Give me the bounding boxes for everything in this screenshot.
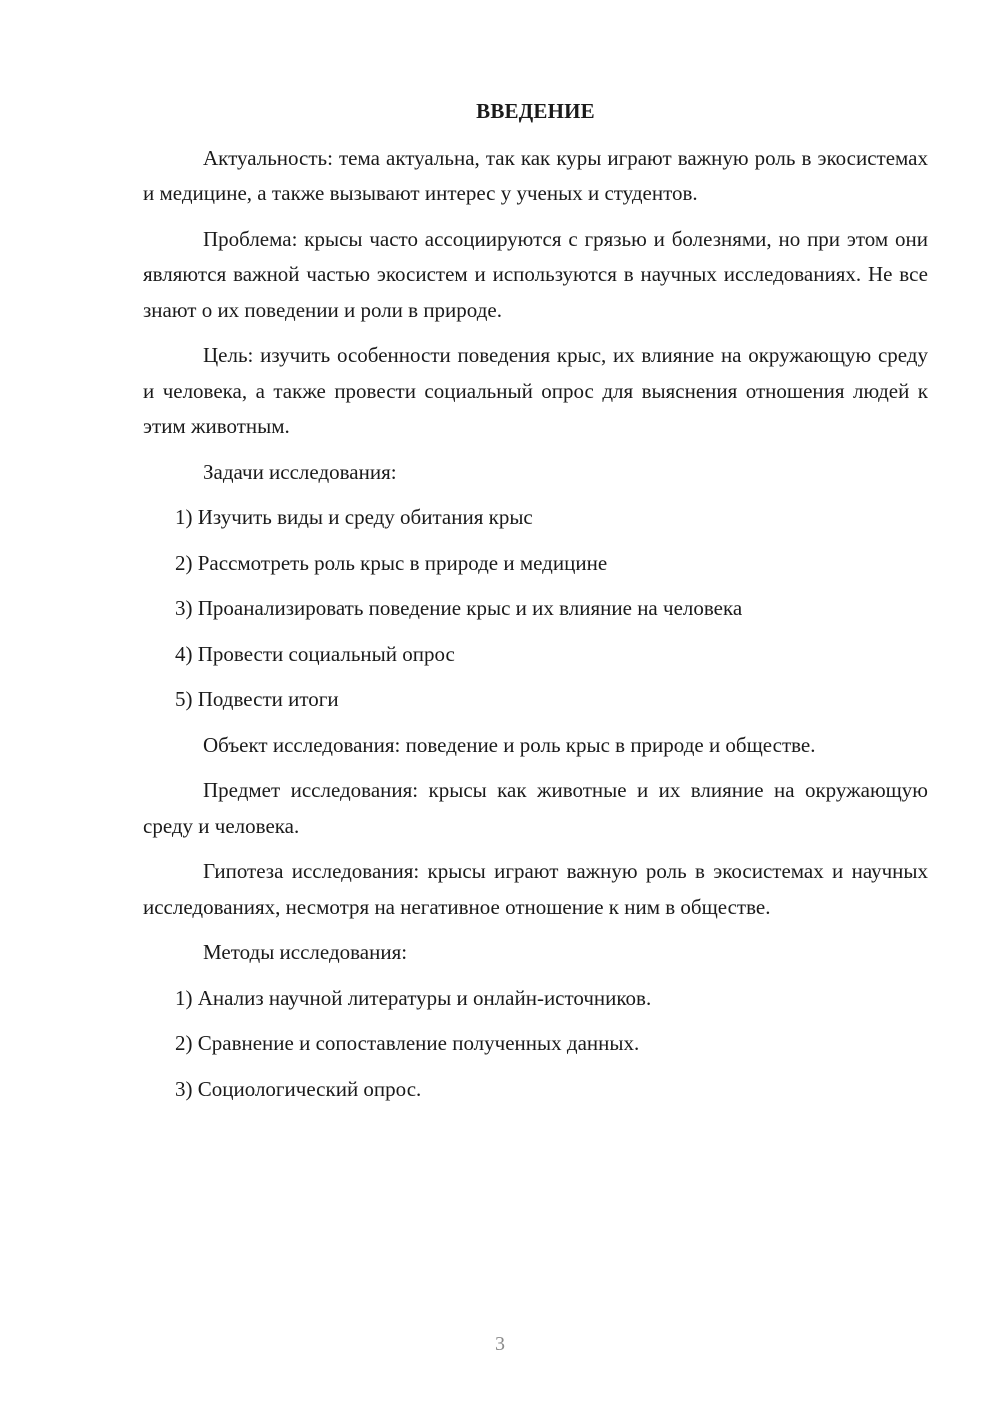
list-item: 2) Рассмотреть роль крыс в природе и медицине xyxy=(175,550,608,575)
tasks-heading: Задачи исследования: xyxy=(203,459,397,484)
problem-paragraph: Проблема: крысы часто ассоциируются с грязью и болезнями, но при этом они являются важной частью экосистем и используются в научных исследованиях. Не все знают о их поведении и роли в природе. xyxy=(143,226,928,322)
methods-heading: Методы исследования: xyxy=(203,940,408,964)
goal-paragraph: Цель: изучить особенности поведения крыс, их влияние на окружающую среду и человека, а также провести социальный опрос для выяснения отношения людей к этим животным. xyxy=(143,343,928,438)
relevance-paragraph: Актуальность: тема актуальна, так как куры играют важную роль в экосистемах и медицине, а также вызывают интерес у ученых и студентов. xyxy=(143,145,928,205)
list-item: 3) Социологический опрос. xyxy=(175,1076,422,1101)
object-paragraph: Объект исследования: поведение и роль крыс в природе и обществе. xyxy=(203,732,816,757)
list-item: 1) Изучить виды и среду обитания крыс xyxy=(175,505,533,529)
page-number: 3 xyxy=(495,1333,505,1355)
list-item: 1) Анализ научной литературы и онлайн-источников. xyxy=(175,985,652,1010)
hypothesis-paragraph: Гипотеза исследования: крысы играют важную роль в экосистемах и научных исследованиях, несмотря на негативное отношение к ним в обществе. xyxy=(143,859,928,919)
subject-paragraph: Предмет исследования: крысы как животные и их влияние на окружающую среду и человека. xyxy=(143,778,928,838)
list-item: 2) Сравнение и сопоставление полученных данных. xyxy=(175,1031,640,1055)
document-page xyxy=(143,94,928,1117)
list-item: 3) Проанализировать поведение крыс и их влияние на человека xyxy=(175,596,743,620)
list-item: 5) Подвести итоги xyxy=(175,687,339,711)
methods-list xyxy=(143,981,928,1108)
tasks-list xyxy=(143,500,928,718)
list-item: 4) Провести социальный опрос xyxy=(175,641,455,666)
section-title: ВВЕДЕНИЕ xyxy=(476,99,595,123)
